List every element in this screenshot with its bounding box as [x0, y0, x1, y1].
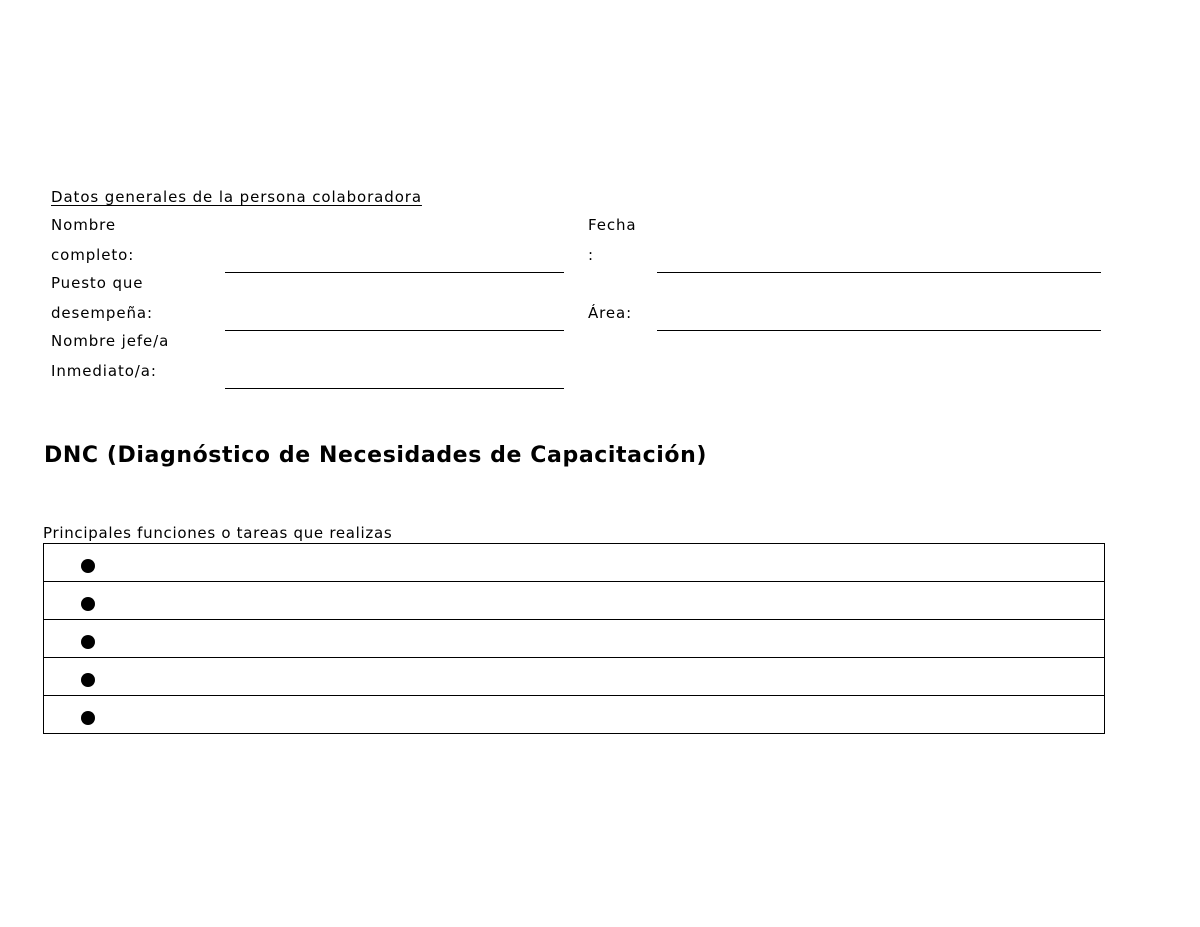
task-row[interactable] [44, 544, 1104, 582]
boss-field[interactable] [225, 388, 564, 389]
name-field[interactable] [225, 272, 564, 273]
bullet-icon [81, 635, 95, 649]
bullet-icon [81, 597, 95, 611]
area-label: Área: [588, 304, 633, 322]
date-label-line1: Fecha [588, 216, 637, 234]
tasks-label: Principales funciones o tareas que realizas [43, 524, 393, 542]
name-label-line1: Nombre [51, 216, 116, 234]
task-row[interactable] [44, 696, 1104, 734]
task-row[interactable] [44, 582, 1104, 620]
position-label-line1: Puesto que [51, 274, 144, 292]
tasks-table [43, 543, 1105, 734]
date-label-line2: : [588, 246, 594, 264]
task-row[interactable] [44, 620, 1104, 658]
position-field[interactable] [225, 330, 564, 331]
area-field[interactable] [657, 330, 1101, 331]
dnc-heading: DNC (Diagnóstico de Necesidades de Capacitación) [44, 443, 708, 468]
bullet-icon [81, 559, 95, 573]
date-field[interactable] [657, 272, 1101, 273]
name-label-line2: completo: [51, 246, 135, 264]
bullet-icon [81, 711, 95, 725]
boss-label-line2: Inmediato/a: [51, 362, 157, 380]
task-row[interactable] [44, 658, 1104, 696]
boss-label-line1: Nombre jefe/a [51, 332, 170, 350]
general-data-title: Datos generales de la persona colaboradora [51, 188, 422, 206]
bullet-icon [81, 673, 95, 687]
position-label-line2: desempeña: [51, 304, 153, 322]
